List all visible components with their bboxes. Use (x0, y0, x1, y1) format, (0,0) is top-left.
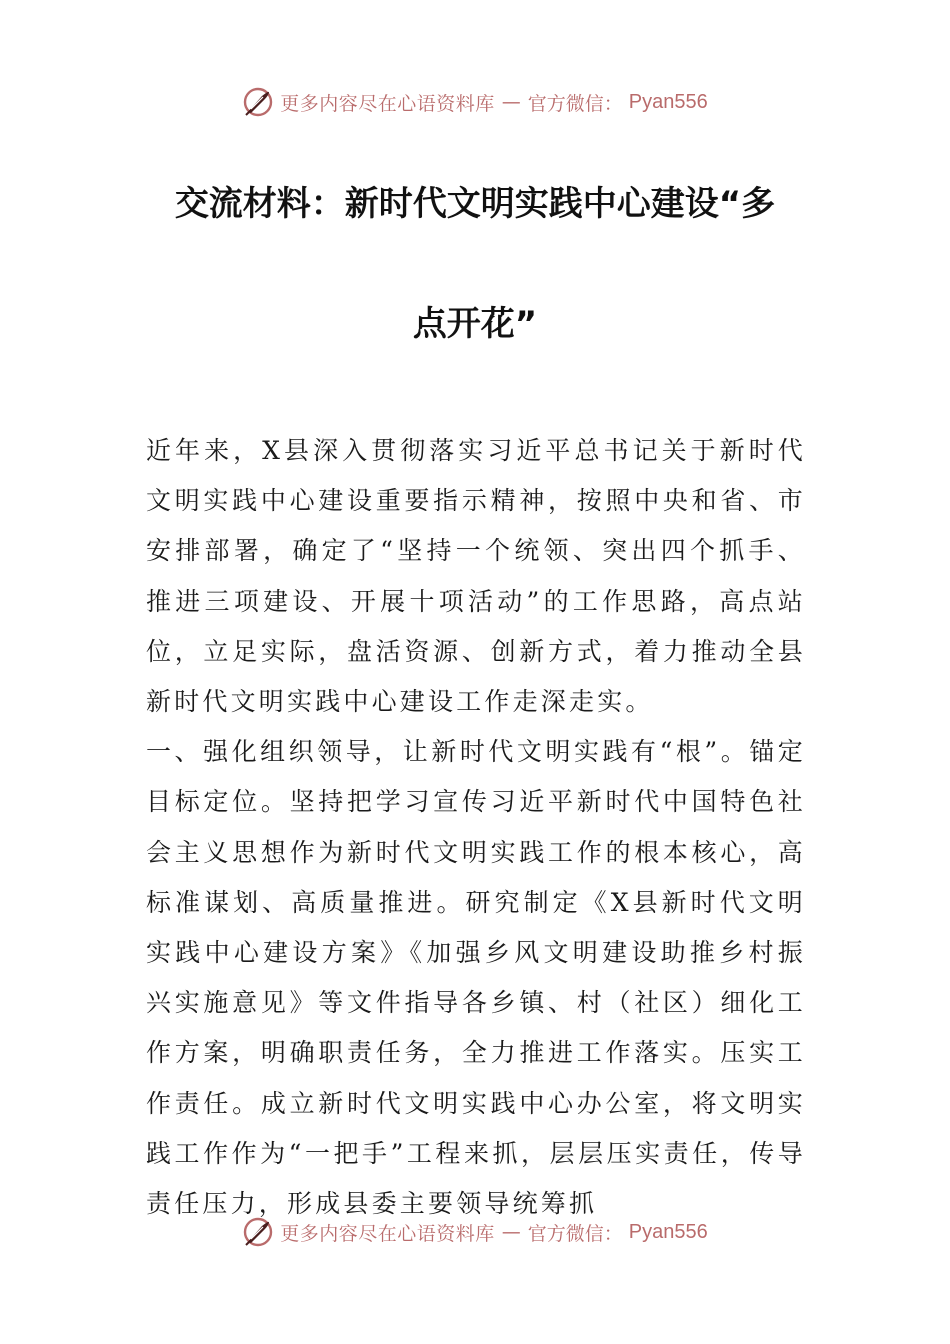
banner-wechat-id: Pyan556 (628, 1220, 708, 1243)
footer-banner (0, 1212, 950, 1252)
quill-logo-icon (242, 1216, 274, 1248)
document-title-line-2: 点开花” (412, 304, 538, 344)
banner-separator: — (501, 1221, 521, 1243)
paragraph-intro: 近年来，X县深入贯彻落实习近平总书记关于新时代文明实践中心建设重要指示精神，按照中央和省、市安排部署，确定了“坚持一个统领、突出四个抓手、推进三项建设、开展十项活动”的工作思路，高点站位，立足实际，盘活资源、创新方式，着力推动全县新时代文明实践中心建设工作走深走实。 (146, 436, 806, 717)
banner-site-text: 更多内容尽在心语资料库 (280, 92, 495, 115)
banner-wechat-label: 官方微信： (527, 1222, 623, 1245)
document-body (146, 426, 806, 1229)
banner-wechat-label: 官方微信： (527, 92, 623, 115)
banner-separator: — (501, 91, 521, 113)
document-title-line-1: 交流材料：新时代文明实践中心建设“多 (174, 184, 776, 224)
quill-logo-icon (242, 86, 274, 118)
banner-site-text: 更多内容尽在心语资料库 (280, 1222, 495, 1245)
paragraph-section-one: 一、强化组织领导，让新时代文明实践有“根”。锚定目标定位。坚持把学习宣传习近平新时代中国特色社会主义思想作为新时代文明实践工作的根本核心，高标准谋划、高质量推进。研究制定《X县新时代文明实践中心建设方案》《加强乡风文明建设助推乡村振兴实施意见》等文件指导各乡镇、村（社区）细化工作方案，明确职责任务，全力推进工作落实。压实工作责任。成立新时代文明实践中心办公室，将文明实践工作作为“一把手”工程来抓，层层压实责任，传导责任压力，形成县委主要领导统筹抓 (146, 737, 806, 1219)
header-banner (0, 82, 950, 122)
banner-wechat-id: Pyan556 (628, 90, 708, 113)
